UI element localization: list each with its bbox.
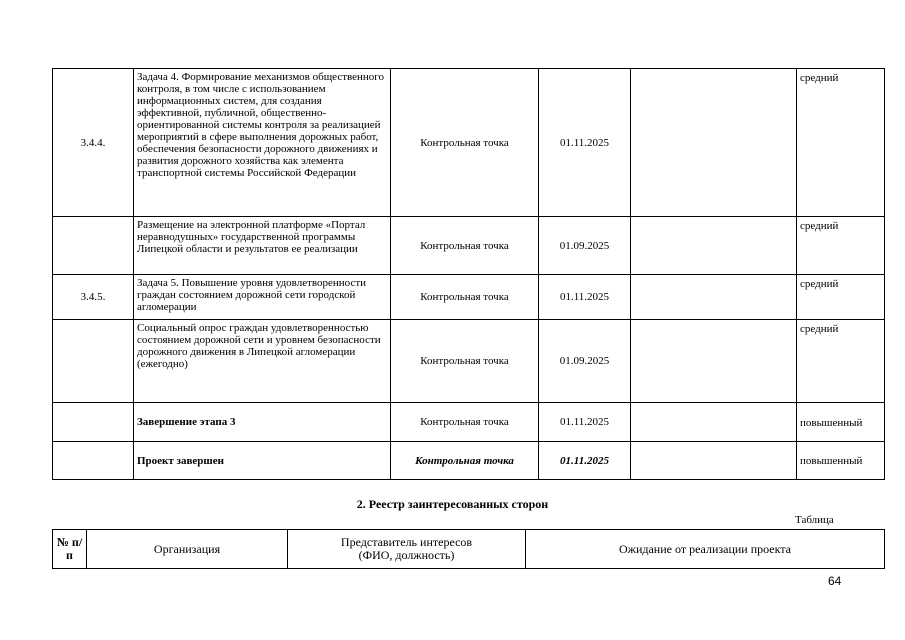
header-representative [288, 530, 526, 569]
empty-cell [631, 320, 797, 403]
risk-level: средний [797, 217, 885, 275]
stage-completion-label: Завершение этапа 3 [134, 403, 391, 442]
task-description: Социальный опрос граждан удовлетворенностью состоянием дорожной сети и уровнем безопасности дорожного движения в Липецкой агломерации (ежегодно) [134, 320, 391, 403]
row-number [53, 217, 134, 275]
header-representative-line2: (ФИО, должность) [358, 548, 455, 562]
empty-cell [631, 217, 797, 275]
row-number [53, 403, 134, 442]
table-row [53, 69, 885, 217]
risk-level: средний [797, 320, 885, 403]
table-row [53, 320, 885, 403]
header-representative-line1: Представитель интересов [340, 535, 473, 549]
table-caption: Таблица [795, 514, 834, 526]
risk-level: повышенный [797, 403, 885, 442]
table-row [53, 217, 885, 275]
header-expectation: Ожидание от реализации проекта [526, 530, 885, 569]
empty-cell [631, 69, 797, 217]
milestone-date: 01.09.2025 [539, 320, 631, 403]
row-number [53, 320, 134, 403]
empty-cell [631, 442, 797, 480]
milestone-type: Контрольная точка [391, 442, 539, 480]
empty-cell [631, 275, 797, 320]
milestone-type: Контрольная точка [391, 69, 539, 217]
risk-level: средний [797, 275, 885, 320]
empty-cell [631, 403, 797, 442]
milestone-type: Контрольная точка [391, 403, 539, 442]
table-row [53, 442, 885, 480]
risk-level: повышенный [797, 442, 885, 480]
table-row [53, 275, 885, 320]
header-organization: Организация [87, 530, 288, 569]
milestone-type: Контрольная точка [391, 320, 539, 403]
risk-level: средний [797, 69, 885, 217]
milestone-date: 01.11.2025 [539, 442, 631, 480]
row-number: 3.4.4. [53, 69, 134, 217]
row-number [53, 442, 134, 480]
control-points-table [52, 68, 885, 480]
stakeholder-registry-table [52, 529, 885, 569]
milestone-date: 01.11.2025 [539, 69, 631, 217]
milestone-date: 01.11.2025 [539, 275, 631, 320]
table-header-row [53, 530, 885, 569]
milestone-date: 01.09.2025 [539, 217, 631, 275]
project-completion-label: Проект завершен [134, 442, 391, 480]
task-description: Задача 5. Повышение уровня удовлетворенности граждан состоянием дорожной сети городской агломерации [134, 275, 391, 320]
task-description: Размещение на электронной платформе «Портал неравнодушных» государственной программы Липецкой области и результатов ее реализации [134, 217, 391, 275]
section-title: 2. Реестр заинтересованных сторон [356, 497, 549, 511]
milestone-date: 01.11.2025 [539, 403, 631, 442]
header-number: № п/п [53, 530, 87, 569]
milestone-type: Контрольная точка [391, 217, 539, 275]
task-description: Задача 4. Формирование механизмов общественного контроля, в том числе с использованием информационных систем, для создания эффективной, публичной, общественно-ориентированной системы контроля за реализацией мероприятий в сфере выполнения дорожных работ, обеспечения безопасности дорожного движениях и развития дорожного хозяйства как элемента транспортной системы Российской Федерации [134, 69, 391, 217]
table-row [53, 403, 885, 442]
page-number: 64 [828, 574, 842, 588]
row-number: 3.4.5. [53, 275, 134, 320]
milestone-type: Контрольная точка [391, 275, 539, 320]
